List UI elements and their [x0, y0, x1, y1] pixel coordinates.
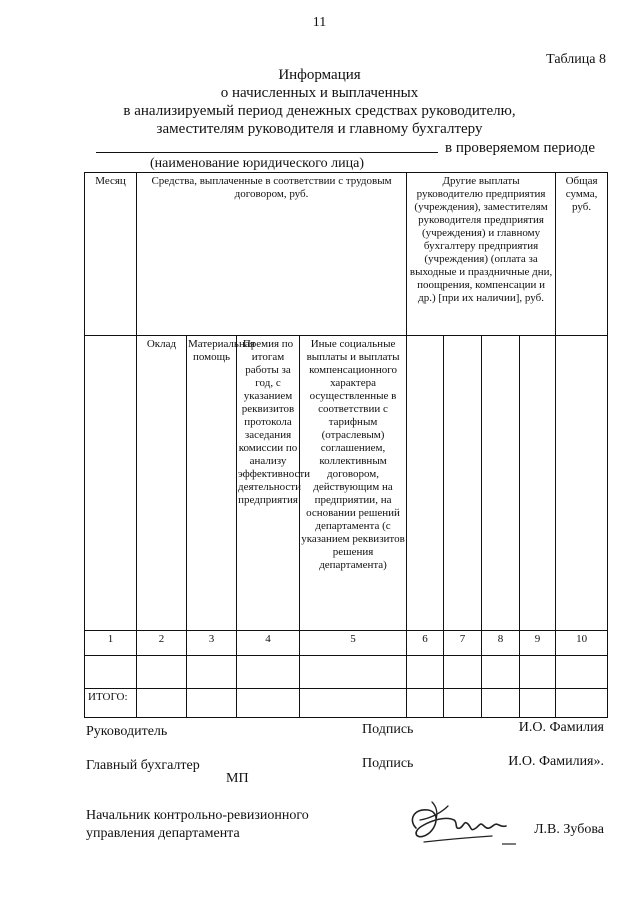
header-total-sum: Общая сумма, руб.	[556, 173, 608, 336]
signature-label-accountant: Подпись	[362, 756, 414, 771]
chief-role	[86, 807, 309, 843]
total-label: ИТОГО:	[85, 689, 137, 718]
column-number: 3	[187, 631, 237, 656]
page-number: 11	[312, 15, 327, 30]
table-cell	[520, 336, 556, 631]
header-other-payments: Другие выплаты руководителю предприятия (учреждения), заместителям руководителя предприятия (учреждения) и главному бухгалтеру предприятия (учреждения) (оплата за выходные и праздничные дни, поощрения, компенсации и др.) [при их наличии], руб.	[407, 173, 556, 336]
subheader-salary: Оклад	[137, 336, 187, 631]
title-line: в анализируемый период денежных средствах руководителю,	[123, 103, 516, 119]
header-contract-payments: Средства, выплаченные в соответствии с трудовым договором, руб.	[137, 173, 407, 336]
entity-caption: (наименование юридического лица)	[150, 156, 364, 171]
title-line: заместителям руководителя и главному бухгалтеру	[156, 121, 483, 137]
table-cell	[556, 336, 608, 631]
payments-table	[84, 172, 608, 718]
signature-role-director: Руководитель	[86, 724, 168, 739]
column-number: 10	[556, 631, 608, 656]
table-cell	[444, 336, 482, 631]
signature-label-director: Подпись	[362, 722, 414, 737]
stamp-label: МП	[226, 771, 249, 786]
column-number: 4	[237, 631, 300, 656]
chief-role-line: управления департамента	[86, 826, 240, 841]
handwritten-signature	[402, 798, 520, 854]
total-row	[85, 689, 608, 718]
chief-role-line: Начальник контрольно-ревизионного	[86, 808, 309, 823]
table-cell	[85, 336, 137, 631]
column-number: 2	[137, 631, 187, 656]
column-number: 1	[85, 631, 137, 656]
chief-name: Л.В. Зубова	[534, 822, 604, 837]
column-number: 7	[444, 631, 482, 656]
column-number: 6	[407, 631, 444, 656]
table-cell	[482, 336, 520, 631]
subheader-annual-bonus: Премия по итогам работы за год, с указанием реквизитов протокола заседания комиссии по анализу эффективности деятельности предприятия	[237, 336, 300, 631]
title-line: Информация	[278, 67, 361, 83]
entity-name-blank	[96, 152, 438, 153]
column-number: 5	[300, 631, 407, 656]
signature-name-accountant: И.О. Фамилия».	[508, 754, 604, 769]
document-title	[0, 66, 639, 138]
table-label: Таблица 8	[546, 52, 606, 67]
signature-role-accountant: Главный бухгалтер	[86, 758, 200, 773]
table-row	[85, 656, 608, 689]
title-line: о начисленных и выплаченных	[220, 85, 419, 101]
column-number: 9	[520, 631, 556, 656]
header-month: Месяц	[85, 173, 137, 336]
period-text: в проверяемом периоде	[445, 140, 596, 156]
signature-name-director: И.О. Фамилия	[518, 720, 604, 735]
table-cell	[407, 336, 444, 631]
subheader-other-social: Иные социальные выплаты и выплаты компенсационного характера осуществленные в соответствии с тарифным (отраслевым) соглашением, коллективным договором, действующим на предприятии, на основании решений департамента (с указанием реквизитов решения департамента)	[300, 336, 407, 631]
subheader-material-aid: Материальная помощь	[187, 336, 237, 631]
column-numbers-row	[85, 631, 608, 656]
column-number: 8	[482, 631, 520, 656]
